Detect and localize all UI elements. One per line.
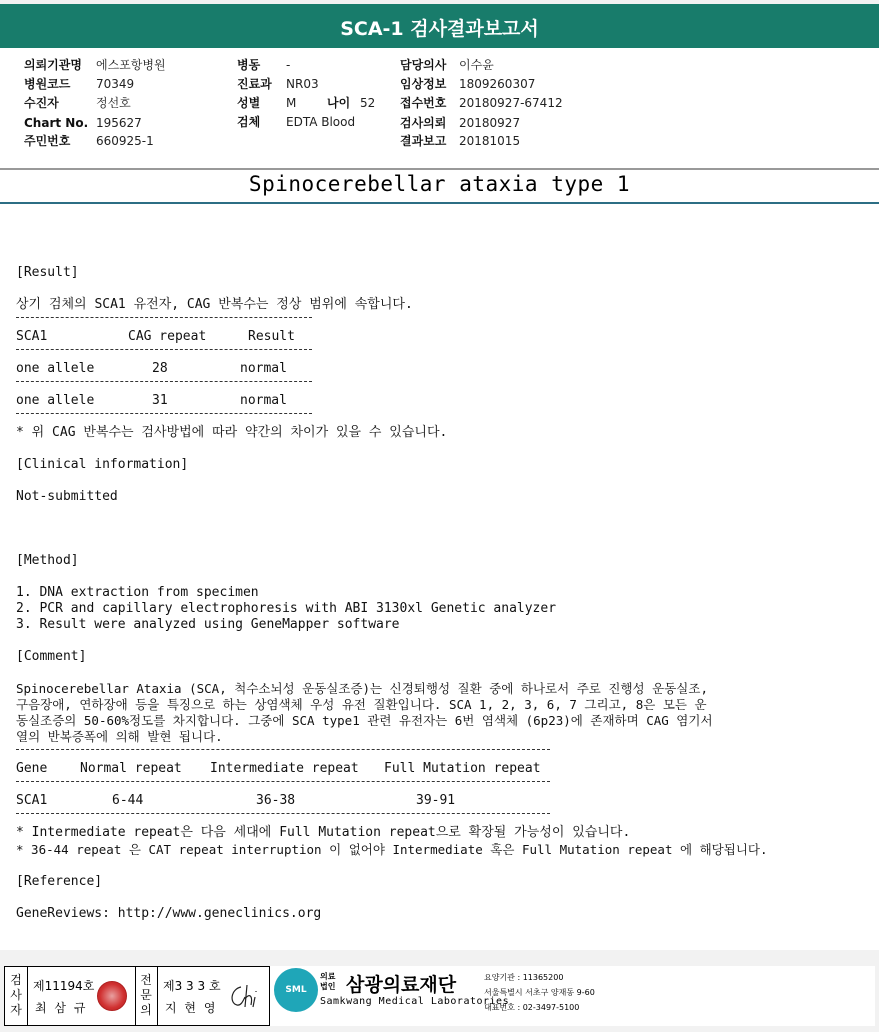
value-physician: 이수윤 bbox=[459, 58, 494, 72]
report-header-title: SCA-1 검사결과보고서 bbox=[340, 18, 539, 40]
value-department: NR03 bbox=[286, 77, 319, 91]
comment-col-normal-repeat: Normal repeat bbox=[80, 761, 182, 776]
method-item: 3. Result were analyzed using GeneMapper software bbox=[16, 617, 400, 632]
report-body bbox=[0, 204, 879, 950]
value-ward: - bbox=[286, 58, 291, 72]
brand-name: 삼광의료재단 bbox=[346, 974, 457, 996]
report-title-bar bbox=[0, 170, 879, 204]
label-clinical-info: 임상정보 bbox=[400, 77, 447, 91]
label-result-report-date: 결과보고 bbox=[400, 134, 447, 148]
result-row-repeat: 28 bbox=[152, 361, 168, 376]
label-specimen: 검체 bbox=[237, 115, 261, 129]
report-header bbox=[0, 4, 879, 48]
result-row-allele: one allele bbox=[16, 361, 95, 376]
report-footer bbox=[4, 966, 875, 1026]
label-ward: 병동 bbox=[237, 58, 261, 72]
contact-info bbox=[484, 970, 595, 1015]
result-table-rule bbox=[16, 413, 312, 414]
specialist-name: 지 현 영 bbox=[165, 1001, 218, 1015]
result-col-cag-repeat: CAG repeat bbox=[128, 329, 207, 344]
sml-logo-icon: SML bbox=[274, 968, 318, 1012]
result-row-repeat: 31 bbox=[152, 393, 168, 408]
comment-col-intermediate-repeat: Intermediate repeat bbox=[210, 761, 359, 776]
tester-seal-icon bbox=[97, 981, 127, 1011]
clinical-heading: [Clinical information] bbox=[16, 457, 189, 472]
signature-box bbox=[4, 966, 270, 1026]
contact-line: 서울특별시 서초구 양재동 9-60 bbox=[484, 988, 595, 997]
comment-paragraph-line: 동실조증의 50-60%정도를 차지합니다. 그중에 SCA type1 관련 유전자는 6번 염색체 (6p23)에 존재하며 CAG 염기서 bbox=[16, 713, 713, 728]
comment-note: * Intermediate repeat은 다음 세대에 Full Mutation repeat으로 확장될 가능성이 있습니다. bbox=[16, 825, 631, 840]
value-chart-no: 195627 bbox=[96, 116, 142, 130]
tester-label: 검 사 자 bbox=[10, 973, 22, 1017]
result-note: * 위 CAG 반복수는 검사방법에 따라 약간의 차이가 있을 수 있습니다. bbox=[16, 425, 448, 440]
clinical-text: Not-submitted bbox=[16, 489, 118, 504]
label-chart-no: Chart No. bbox=[24, 116, 89, 130]
brand-prefix: 의료법인 bbox=[320, 972, 336, 991]
label-department: 진료과 bbox=[237, 77, 272, 91]
comment-table-rule bbox=[16, 749, 550, 750]
value-specimen: EDTA Blood bbox=[286, 115, 356, 129]
value-test-request-date: 20180927 bbox=[459, 116, 521, 130]
comment-heading: [Comment] bbox=[16, 649, 87, 664]
method-heading: [Method] bbox=[16, 553, 79, 568]
value-patient-name: 정선호 bbox=[96, 96, 131, 110]
specialist-label: 전 문 의 bbox=[140, 973, 152, 1017]
result-table-rule bbox=[16, 317, 312, 318]
label-test-request-date: 검사의뢰 bbox=[400, 116, 447, 130]
value-hospital-code: 70349 bbox=[96, 77, 135, 91]
value-receipt-number: 20180927-67412 bbox=[459, 96, 563, 110]
specialist-license-no: 제3 3 3 호 bbox=[163, 979, 221, 993]
label-hospital-code: 병원코드 bbox=[24, 77, 71, 91]
brand-english-name: Samkwang Medical Laboratories bbox=[320, 996, 510, 1007]
comment-col-full-mutation-repeat: Full Mutation repeat bbox=[384, 761, 541, 776]
label-resident-number: 주민번호 bbox=[24, 134, 71, 148]
contact-line: 요양기관 : 11365200 bbox=[484, 973, 564, 982]
value-resident-number: 660925-1 bbox=[96, 134, 154, 148]
patient-info-panel bbox=[0, 48, 879, 168]
reference-heading: [Reference] bbox=[16, 874, 103, 889]
label-patient-name: 수진자 bbox=[24, 96, 59, 110]
result-table-rule bbox=[16, 349, 312, 350]
result-summary: 상기 검체의 SCA1 유전자, CAG 반복수는 정상 범위에 속합니다. bbox=[16, 297, 413, 312]
comment-col-gene: Gene bbox=[16, 761, 48, 776]
report-title: Spinocerebellar ataxia type 1 bbox=[248, 172, 631, 196]
comment-row-full-mutation: 39-91 bbox=[416, 793, 456, 808]
label-receipt-number: 접수번호 bbox=[400, 96, 447, 110]
comment-row-gene: SCA1 bbox=[16, 793, 48, 808]
tester-name: 최 삼 규 bbox=[35, 1001, 88, 1015]
result-col-gene: SCA1 bbox=[16, 329, 48, 344]
label-physician: 담당의사 bbox=[400, 58, 447, 72]
result-row-status: normal bbox=[240, 361, 287, 376]
value-sex: M bbox=[286, 96, 297, 110]
result-table-rule bbox=[16, 381, 312, 382]
value-result-report-date: 20181015 bbox=[459, 134, 521, 148]
comment-table-rule bbox=[16, 781, 550, 782]
comment-row-intermediate: 36-38 bbox=[256, 793, 296, 808]
result-row-status: normal bbox=[240, 393, 287, 408]
value-age: 52 bbox=[360, 96, 376, 110]
method-item: 1. DNA extraction from specimen bbox=[16, 585, 259, 600]
method-item: 2. PCR and capillary electrophoresis with ABI 3130xl Genetic analyzer bbox=[16, 601, 557, 616]
comment-paragraph-line: Spinocerebellar Ataxia (SCA, 척수소뇌성 운동실조증)는 신경퇴행성 질환 중에 하나로서 주로 진행성 운동실조, bbox=[16, 681, 708, 696]
result-row-allele: one allele bbox=[16, 393, 95, 408]
value-requesting-institution: 에스포항병원 bbox=[96, 58, 166, 72]
comment-note: * 36-44 repeat 은 CAT repeat interruption 이 없어야 Intermediate 혹은 Full Mutation repeat 에 해당됩니다. bbox=[16, 842, 768, 857]
comment-table-rule bbox=[16, 813, 550, 814]
comment-row-normal: 6-44 bbox=[112, 793, 144, 808]
reference-text: GeneReviews: http://www.geneclinics.org bbox=[16, 906, 322, 921]
value-clinical-info: 1809260307 bbox=[459, 77, 536, 91]
result-heading: [Result] bbox=[16, 265, 79, 280]
label-age: 나이 bbox=[327, 96, 351, 110]
label-requesting-institution: 의뢰기관명 bbox=[24, 58, 82, 72]
label-sex: 성별 bbox=[237, 96, 261, 110]
comment-paragraph-line: 열의 반복증폭에 의해 발현 됩니다. bbox=[16, 729, 223, 744]
contact-line: 대표번호 : 02-3497-5100 bbox=[484, 1003, 580, 1012]
comment-paragraph-line: 구음장애, 연하장애 등을 특징으로 하는 상염색체 우성 유전 질환입니다. SCA 1, 2, 3, 6, 7 그리고, 8은 모든 운 bbox=[16, 697, 707, 712]
signature-icon bbox=[227, 981, 263, 1011]
tester-license-no: 제11194호 bbox=[33, 979, 95, 993]
result-col-result: Result bbox=[248, 329, 295, 344]
